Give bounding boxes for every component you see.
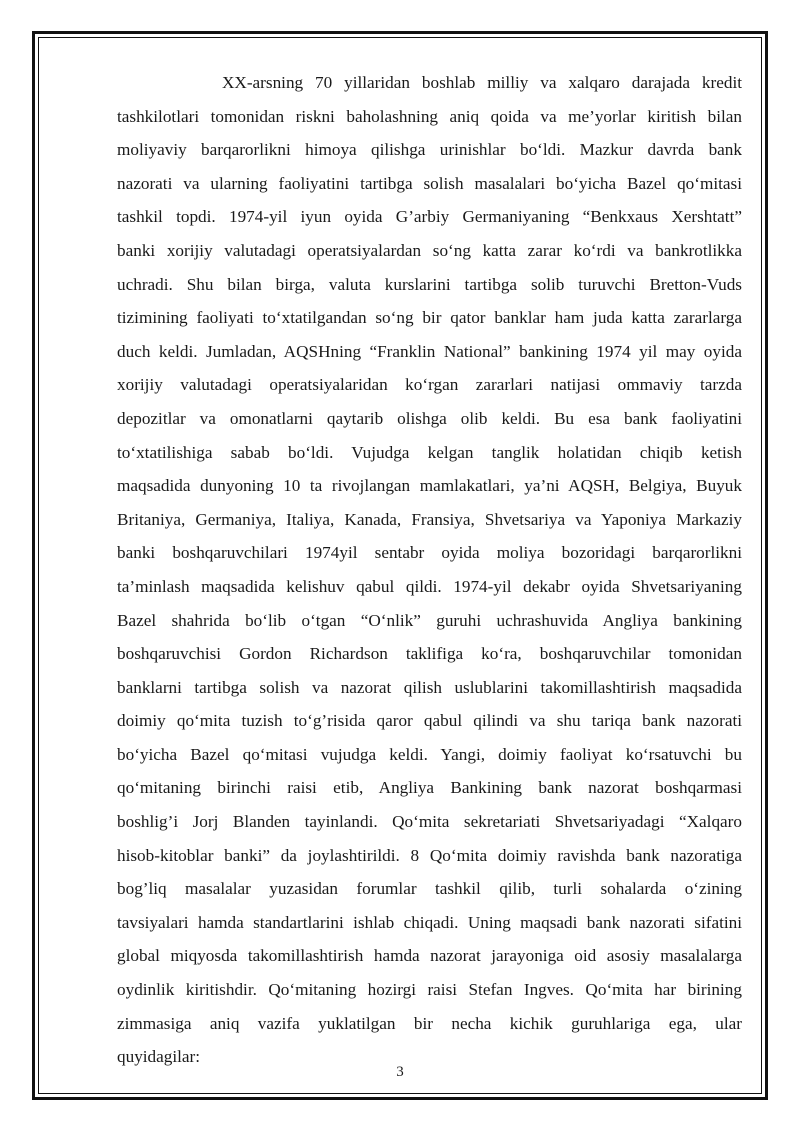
paragraph-line: Bazel shahrida bo‘lib o‘tgan “O‘nlik” guruhi uchrashuvida Angliya bankining <box>117 610 742 630</box>
page-number: 3 <box>396 1064 404 1080</box>
paragraph-line: boshqaruvchisi Gordon Richardson taklifiga ko‘ra, boshqaruvchilar tomonidan <box>117 644 742 664</box>
paragraph-line: tashkil topdi. 1974-yil iyun oyida G’arbiy Germaniyaning “Benkxaus Xershtatt” <box>117 207 742 227</box>
paragraph-line: qo‘mitaning birinchi raisi etib, Angliya Bankining bank nazorat boshqarmasi <box>117 778 742 798</box>
paragraph-line: banki xorijiy valutadagi operatsiyalardan so‘ng katta zarar ko‘rdi va bankrotlikka <box>117 240 742 260</box>
body-paragraph <box>117 66 742 1074</box>
paragraph-line: banklarni tartibga solish va nazorat qilish uslublarini takomillashtirish maqsadida <box>117 677 742 697</box>
paragraph-line: zimmasiga aniq vazifa yuklatilgan bir necha kichik guruhlariga ega, ular <box>117 1013 742 1033</box>
paragraph-line: xorijiy valutadagi operatsiyalaridan ko‘rgan zararlari natijasi ommaviy tarzda <box>117 375 742 395</box>
paragraph-line: duch keldi. Jumladan, AQSHning “Franklin National” bankining 1974 yil may oyida <box>117 341 742 361</box>
paragraph-line: doimiy qo‘mita tuzish to‘g’risida qaror qabul qilindi va shu tariqa bank nazorati <box>117 711 742 731</box>
paragraph-line: boshlig’i Jorj Blanden tayinlandi. Qo‘mita sekretariati Shvetsariyadagi “Xalqaro <box>117 812 742 832</box>
paragraph-line: XX-arsning 70 yillaridan boshlab milliy va xalqaro darajada kredit <box>222 73 742 92</box>
paragraph-line: ta’minlash maqsadida kelishuv qabul qildi. 1974-yil dekabr oyida Shvetsariyaning <box>117 576 742 596</box>
paragraph-line: tizimining faoliyati to‘xtatilgandan so‘ng bir qator banklar ham juda katta zararlarga <box>117 308 742 328</box>
paragraph-line: bo‘yicha Bazel qo‘mitasi vujudga keldi. Yangi, doimiy faoliyat ko‘rsatuvchi bu <box>117 744 742 764</box>
paragraph-line: to‘xtatilishiga sabab bo‘ldi. Vujudga kelgan tanglik holatidan chiqib ketish <box>117 442 742 462</box>
paragraph-line: depozitlar va omonatlarni qaytarib olishga olib keldi. Bu esa bank faoliyatini <box>117 408 742 428</box>
paragraph-line: uchradi. Shu bilan birga, valuta kurslarini tartibga solib turuvchi Bretton-Vuds <box>117 274 742 294</box>
paragraph-line: nazorati va ularning faoliyatini tartibga solish masalalari bo‘yicha Bazel qo‘mitasi <box>117 173 742 193</box>
paragraph-line: bog’liq masalalar yuzasidan forumlar tashkil qilib, turli sohalarda o‘zining <box>117 879 742 899</box>
paragraph-line: tavsiyalari hamda standartlarini ishlab chiqadi. Uning maqsadi bank nazorati sifatini <box>117 912 742 932</box>
paragraph-line: Britaniya, Germaniya, Italiya, Kanada, Fransiya, Shvetsariya va Yaponiya Markaziy <box>117 509 742 529</box>
paragraph-line: oydinlik kiritishdir. Qo‘mitaning hozirgi raisi Stefan Ingves. Qo‘mita har birining <box>117 980 742 1000</box>
paragraph-line: tashkilotlari tomonidan riskni baholashning aniq qoida va me’yorlar kiritish bilan <box>117 106 742 126</box>
paragraph-line: maqsadida dunyoning 10 ta rivojlangan mamlakatlari, ya’ni AQSH, Belgiya, Buyuk <box>117 476 742 496</box>
paragraph-line: global miqyosda takomillashtirish hamda nazorat jarayoniga oid asosiy masalalarga <box>117 946 742 966</box>
paragraph-line: moliyaviy barqarorlikni himoya qilishga urinishlar bo‘ldi. Mazkur davrda bank <box>117 140 742 160</box>
paragraph-line: hisob-kitoblar banki” da joylashtirildi. 8 Qo‘mita doimiy ravishda bank nazoratiga <box>117 845 742 865</box>
paragraph-line: quyidagilar: <box>117 1047 201 1067</box>
paragraph-line: banki boshqaruvchilari 1974yil sentabr oyida moliya bozoridagi barqarorlikni <box>117 543 742 563</box>
